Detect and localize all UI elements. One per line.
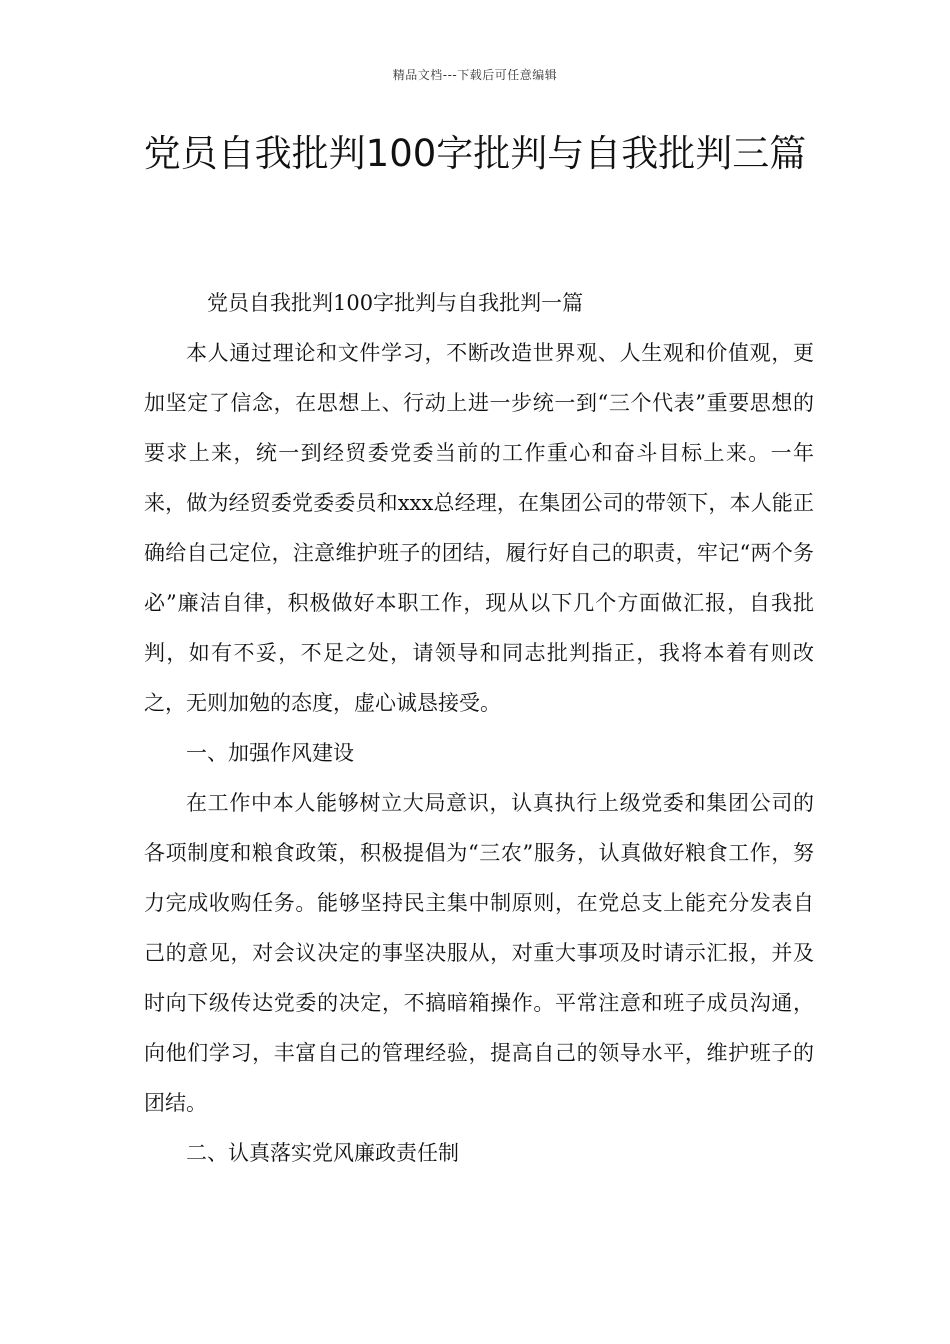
header-note: 精品文档---下载后可任意编辑 xyxy=(392,68,558,82)
subheading-2: 二、认真落实党风廉政责任制 xyxy=(186,1141,459,1165)
document-title: 党员自我批判100字批判与自我批判三篇 xyxy=(143,132,807,175)
document-body xyxy=(144,278,814,1178)
paragraph-2: 在工作中本人能够树立大局意识，认真执行上级党委和集团公司的各项制度和粮食政策，积极提倡为“三农”服务，认真做好粮食工作，努力完成收购任务。能够坚持民主集中制原则，在党总支上能充分发表自己的意见，对会议决定的事坚决服从，对重大事项及时请示汇报，并及时向下级传达党委的决定，不搞暗箱操作。平常注意和班子成员沟通，向他们学习，丰富自己的管理经验，提高自己的领导水平，维护班子的团结。 xyxy=(144,791,814,1115)
paragraph-1: 本人通过理论和文件学习，不断改造世界观、人生观和价值观，更加坚定了信念，在思想上、行动上进一步统一到“三个代表”重要思想的要求上来，统一到经贸委党委当前的工作重心和奋斗目标上来。一年来，做为经贸委党委委员和xxx总经理，在集团公司的带领下，本人能正确给自己定位，注意维护班子的团结，履行好自己的职责，牢记“两个务必”廉洁自律，积极做好本职工作，现从以下几个方面做汇报，自我批判，如有不妥，不足之处，请领导和同志批判指正，我将本着有则改之，无则加勉的态度，虚心诚恳接受。 xyxy=(144,341,814,715)
section-heading: 党员自我批判100字批判与自我批判一篇 xyxy=(207,291,584,315)
subheading-1: 一、加强作风建设 xyxy=(186,741,354,765)
